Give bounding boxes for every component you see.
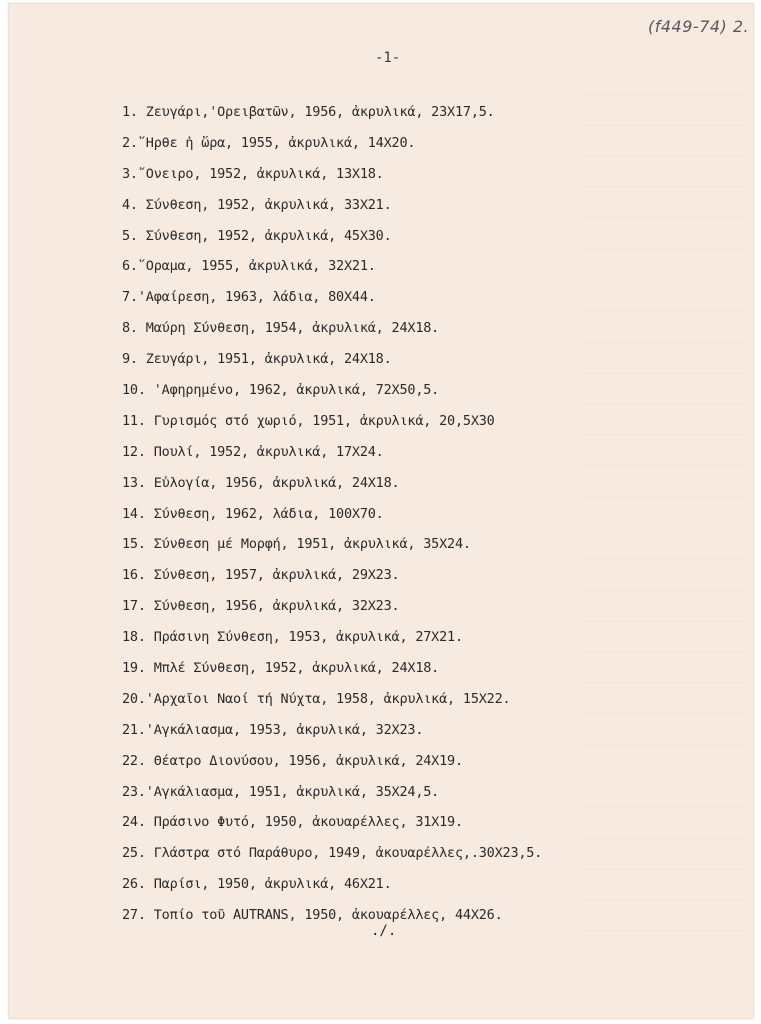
end-mark: ./. xyxy=(371,923,397,939)
list-item: 16. Σύνθεση, 1957, ἀκρυλικά, 29Χ23. xyxy=(122,567,400,584)
list-item: 1. Ζευγάρι,'Ορειβατῶν, 1956, ἀκρυλικά, 23Χ17,5. xyxy=(122,104,495,120)
list-item: 10. 'Αφηρημένο, 1962, ἀκρυλικά, 72Χ50,5. xyxy=(122,382,440,399)
list-item: 3.῎Ονειρο, 1952, ἀκρυλικά, 13Χ18. xyxy=(122,165,384,182)
list-item: 25. Γλάστρα στό Παράθυρο, 1949, ἀκουαρέλλες,.30Χ23,5. xyxy=(122,845,543,862)
list-item: 4. Σύνθεση, 1952, ἀκρυλικά, 33Χ21. xyxy=(122,196,392,213)
list-item: 9. Ζευγάρι, 1951, ἀκρυλικά, 24Χ18. xyxy=(122,351,392,368)
list-item: 5. Σύνθεση, 1952, ἀκρυλικά, 45Χ30. xyxy=(122,227,392,244)
list-item: 24. Πράσινο Φυτό, 1950, ἀκουαρέλλες, 31Χ19. xyxy=(122,814,463,831)
document-page xyxy=(8,3,754,1019)
page-number: -1- xyxy=(375,50,401,66)
list-item: 6.῞Οραμα, 1955, ἀκρυλικά, 32Χ21. xyxy=(122,258,376,275)
archive-reference-note: (f449-74) 2. xyxy=(648,17,750,36)
list-item: 17. Σύνθεση, 1956, ἀκρυλικά, 32Χ23. xyxy=(122,598,400,615)
list-item: 18. Πράσινη Σύνθεση, 1953, ἀκρυλικά, 27Χ21. xyxy=(122,629,463,646)
list-item: 15. Σύνθεση μέ Μορφή, 1951, ἀκρυλικά, 35Χ24. xyxy=(122,536,471,553)
list-item: 14. Σύνθεση, 1962, λάδια, 100Χ70. xyxy=(122,505,384,522)
list-item: 21.'Αγκάλιασμα, 1953, ἀκρυλικά, 32Χ23. xyxy=(122,721,424,738)
artwork-list xyxy=(122,103,542,937)
list-item: 11. Γυρισμός στό χωριό, 1951, ἀκρυλικά, 20,5Χ30 xyxy=(122,412,495,429)
list-item: 7.'Αφαίρεση, 1963, λάδια, 80Χ44. xyxy=(122,289,376,306)
bleed-through xyxy=(583,93,743,953)
list-item: 19. Μπλέ Σύνθεση, 1952, ἀκρυλικά, 24Χ18. xyxy=(122,660,440,677)
list-item: 20.'Αρχαῖοι Ναοί τή Νύχτα, 1958, ἀκρυλικά, 15Χ22. xyxy=(122,690,511,707)
list-item: 2.῞Ηρθε ἡ ὥρα, 1955, ἀκρυλικά, 14Χ20. xyxy=(122,134,416,151)
list-item: 8. Μαύρη Σύνθεση, 1954, ἀκρυλικά, 24Χ18. xyxy=(122,320,440,337)
list-item: 23.'Αγκάλιασμα, 1951, ἀκρυλικά, 35Χ24,5. xyxy=(122,783,440,800)
list-item: 22. Θέατρο Διονύσου, 1956, ἀκρυλικά, 24Χ19. xyxy=(122,752,463,769)
list-item: 26. Παρίσι, 1950, ἀκρυλικά, 46Χ21. xyxy=(122,876,392,893)
list-item: 13. Εὐλογία, 1956, ἀκρυλικά, 24Χ18. xyxy=(122,474,400,491)
list-item: 27. Τοπίο τοῦ AUTRANS, 1950, ἀκουαρέλλες, 44Χ26. xyxy=(122,907,503,924)
list-item: 12. Πουλί, 1952, ἀκρυλικά, 17Χ24. xyxy=(122,443,384,460)
